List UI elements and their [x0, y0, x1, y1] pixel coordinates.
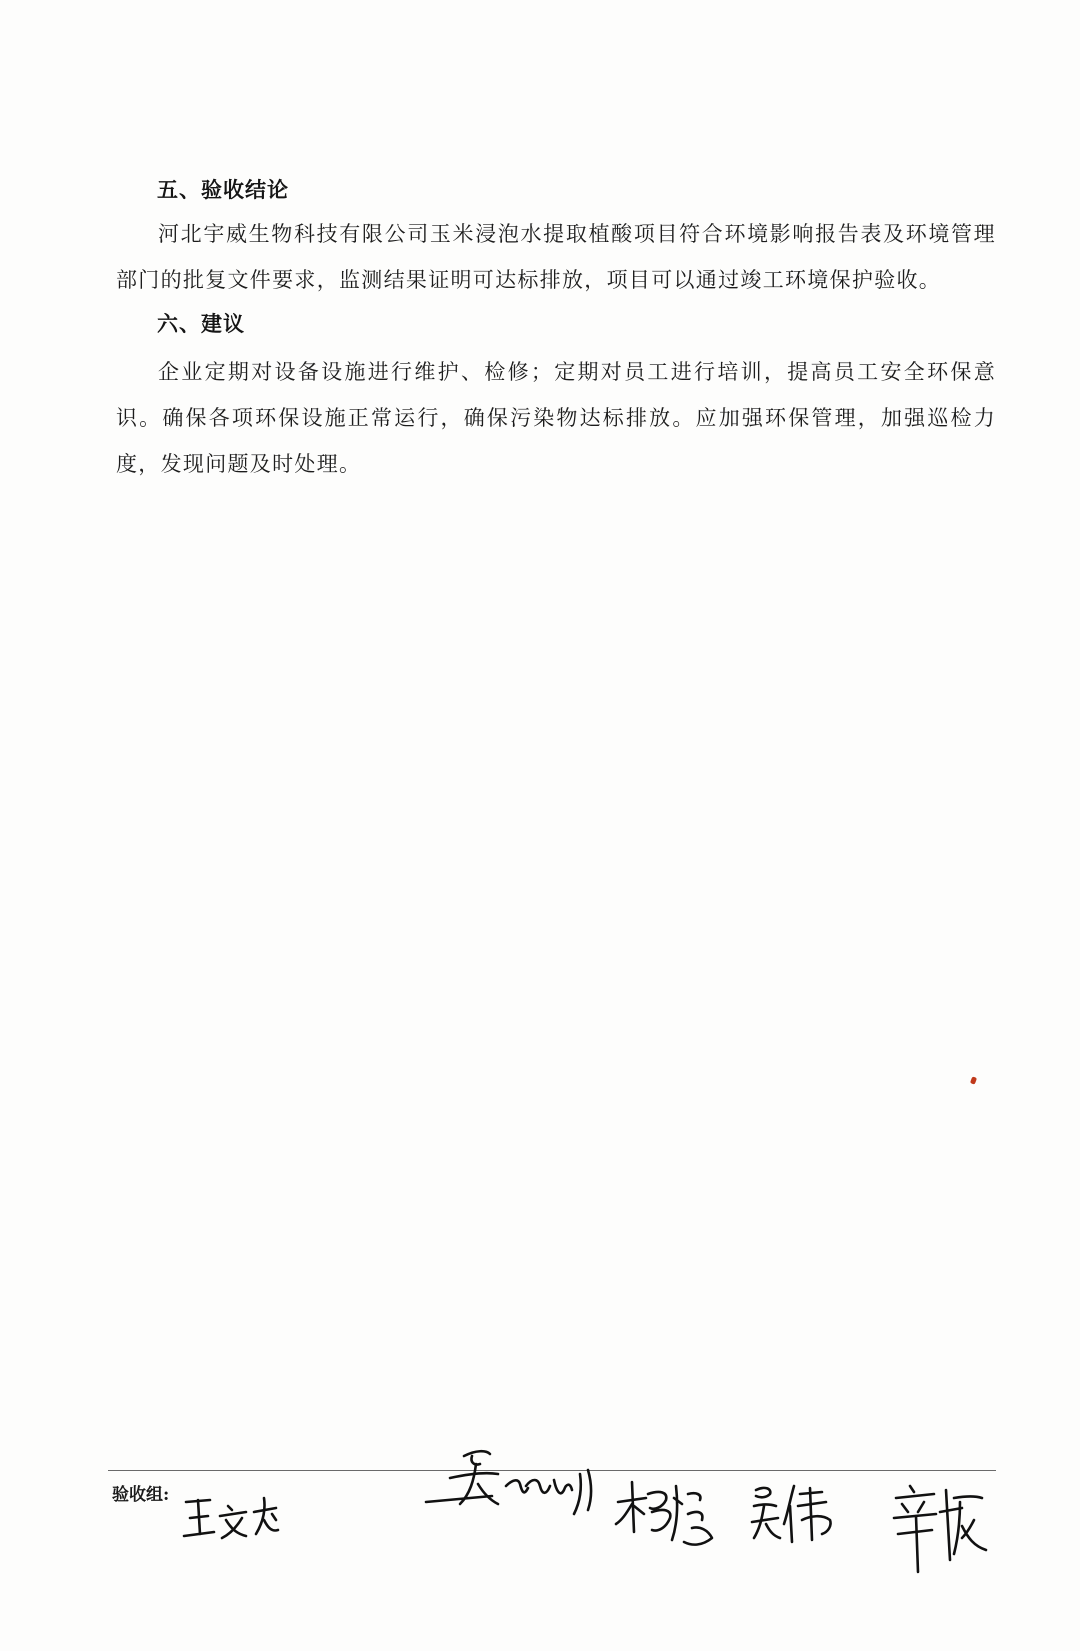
acceptance-group-label: 验收组:: [112, 1485, 170, 1505]
signature-1: [180, 1490, 280, 1550]
section-6-heading: 六、建议: [157, 311, 245, 336]
signature-2: [420, 1440, 620, 1530]
section-5-heading: 五、验收结论: [157, 177, 289, 202]
red-ink-mark: [970, 1076, 977, 1084]
section-5-paragraph: 河北宇威生物科技有限公司玉米浸泡水提取植酸项目符合环境影响报告表及环境管理部门的批复文件要求，监测结果证明可达标排放，项目可以通过竣工环境保护验收。: [116, 222, 996, 292]
section-6-paragraph: 企业定期对设备设施进行维护、检修；定期对员工进行培训，提高员工安全环保意识。确保各项环保设施正常运行，确保污染物达标排放。应加强环保管理，加强巡检力度，发现问题及时处理。: [116, 360, 996, 476]
signature-4: [748, 1480, 848, 1550]
signature-5: [890, 1480, 990, 1580]
signature-3: [612, 1474, 722, 1554]
